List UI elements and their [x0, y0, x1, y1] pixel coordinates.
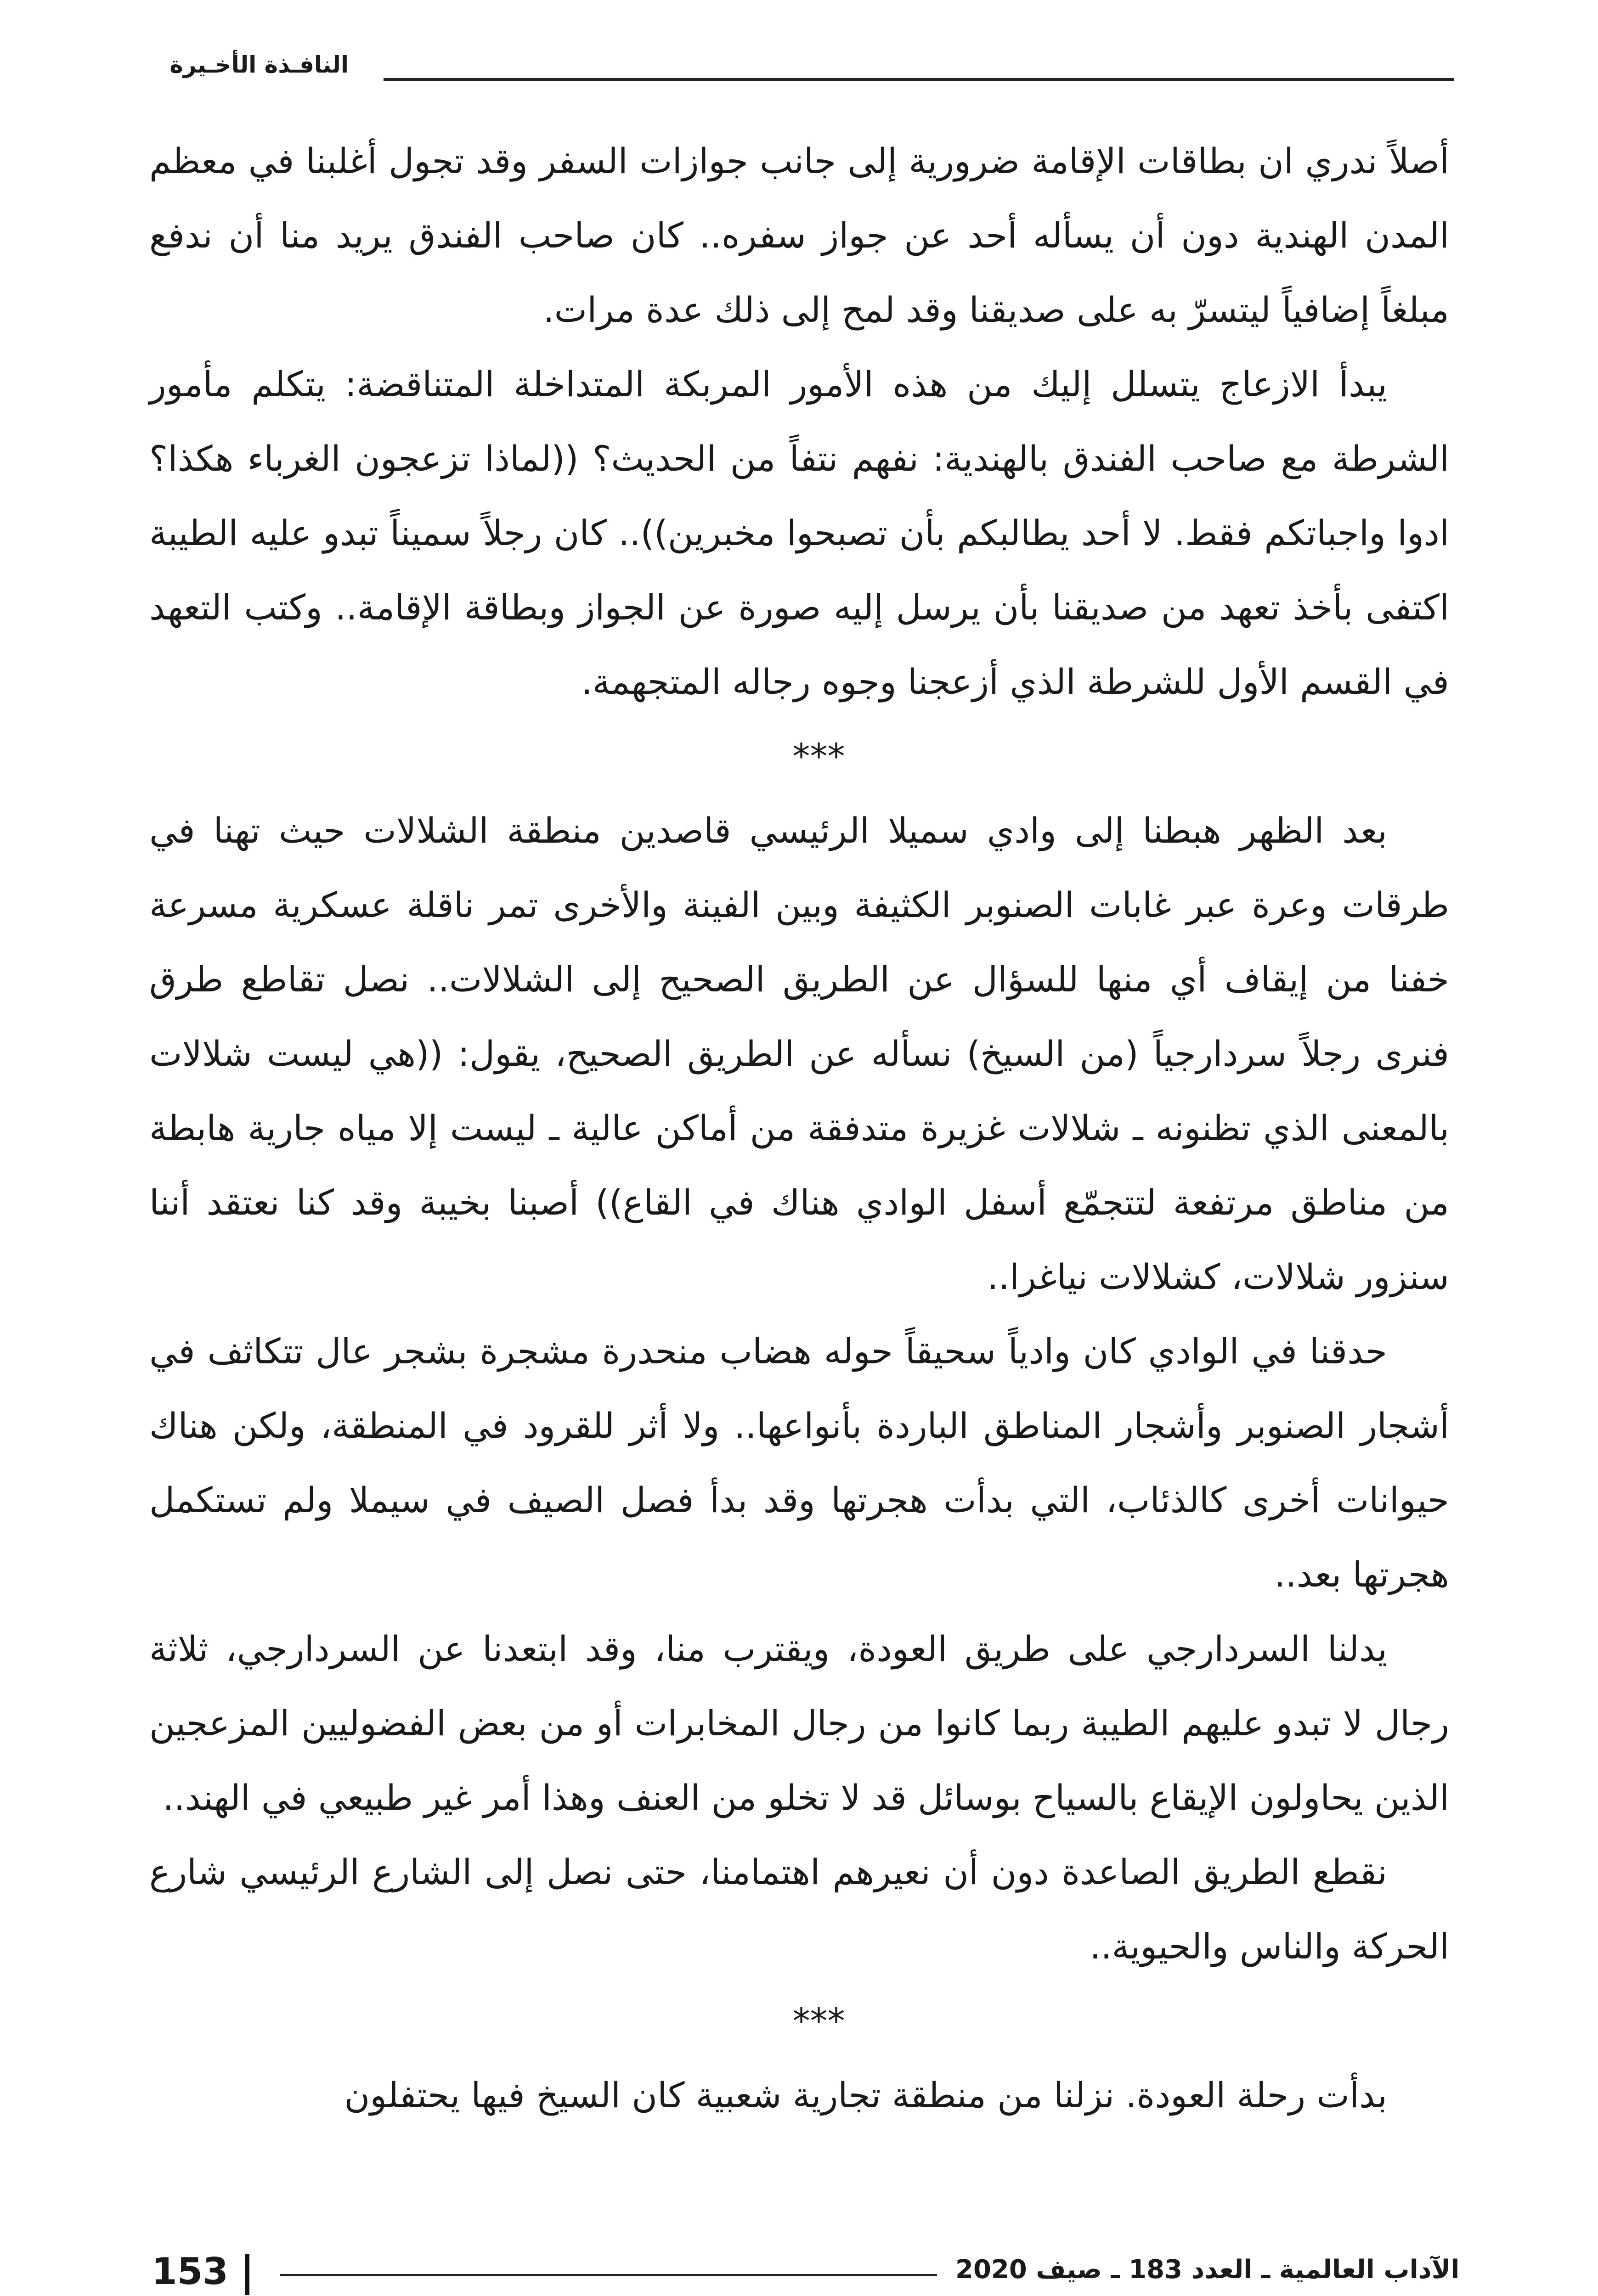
section-separator-1: ***	[792, 736, 845, 777]
paragraph-1: أصلاً ندري ان بطاقات الإقامة ضرورية إلى جانب جوازات السفر وقد تجول أغلبنا في معظم المدن الهندية دون أن يسأله أحد عن جواز سفره.. كان صاحب الفندق يريد منا أن ندفع مبلغاً إضافياً ليتسرّ به على صديقنا وقد لمح إلى ذلك عدة مرات.	[149, 141, 1449, 330]
page-number-bar	[245, 2254, 249, 2295]
paragraph-6: نقطع الطريق الصاعدة دون أن نعيرهم اهتمامنا، حتى نصل إلى الشارع الرئيسي شارع الحركة والناس والحيوية..	[149, 1851, 1449, 1967]
paragraph-5: يدلنا السردارجي على طريق العودة، ويقترب منا، وقد ابتعدنا عن السردارجي، ثلاثة رجال لا تبدو عليهم الطيبة ربما كانوا من رجال المخابرات أو من بعض الفضوليين المزعجين الذين يحاولون الإيقاع بالسياح بوسائل قد لا تخلو من العنف وهذا أمر غير طبيعي في الهند..	[149, 1628, 1449, 1818]
article-body	[149, 124, 1449, 2133]
running-header-title: النافـذة الأخـيرة	[169, 51, 349, 78]
section-separator-2: ***	[792, 2000, 845, 2041]
page-number: 153	[152, 2250, 228, 2293]
paragraph-2: يبدأ الازعاج يتسلل إليك من هذه الأمور المربكة المتداخلة المتناقضة: يتكلم مأمور الشرطة مع صاحب الفندق بالهندية: نفهم نتفاً من الحديث؟ ((لماذا تزعجون الغرباء هكذا؟ ادوا واجباتكم فقط. لا أحد يطالبكم بأن تصبحوا مخبرين)).. كان رجلاً سميناً تبدو عليه الطيبة اكتفى بأخذ تعهد من صديقنا بأن يرسل إليه صورة عن الجواز وبطاقة الإقامة.. وكتب التعهد في القسم الأول للشرطة الذي أزعجنا وجوه رجاله المتجهمة.	[149, 364, 1449, 702]
paragraph-3: بعد الظهر هبطنا إلى وادي سميلا الرئيسي قاصدين منطقة الشلالات حيث تهنا في طرقات وعرة عبر غابات الصنوبر الكثيفة وبين الفينة والأخرى تمر ناقلة عسكرية مسرعة خفنا من إيقاف أي منها للسؤال عن الطريق الصحيح إلى الشلالات.. نصل تقاطع طرق فنرى رجلاً سردارجياً (من السيخ) نسأله عن الطريق الصحيح، يقول: ((هي ليست شلالات بالمعنى الذي تظنونه ـ شلالات غزيرة متدفقة من أماكن عالية ـ ليست إلا مياه جارية هابطة من مناطق مرتفعة لتتجمّع أسفل الوادي هناك في القاع)) أصبنا بخيبة وقد كنا نعتقد أننا سنزور شلالات، كشلالات نياغرا..	[149, 810, 1449, 1297]
footer-rule	[280, 2274, 937, 2276]
paragraph-4: حدقنا في الوادي كان وادياً سحيقاً حوله هضاب منحدرة مشجرة بشجر عال تتكاثف في أشجار الصنوبر وأشجار المناطق الباردة بأنواعها.. ولا أثر للقرود في المنطقة، ولكن هناك حيوانات أخرى كالذئاب، التي بدأت هجرتها وقد بدأ فصل الصيف في سيملا ولم تستكمل هجرتها بعد..	[149, 1331, 1449, 1595]
header-rule	[384, 78, 1454, 81]
journal-issue: الآداب العالمية ـ العدد 183 ـ صيف 2020	[955, 2255, 1460, 2285]
paragraph-7: بدأت رحلة العودة. نزلنا من منطقة تجارية شعبية كان السيخ فيها يحتفلون	[344, 2075, 1387, 2116]
